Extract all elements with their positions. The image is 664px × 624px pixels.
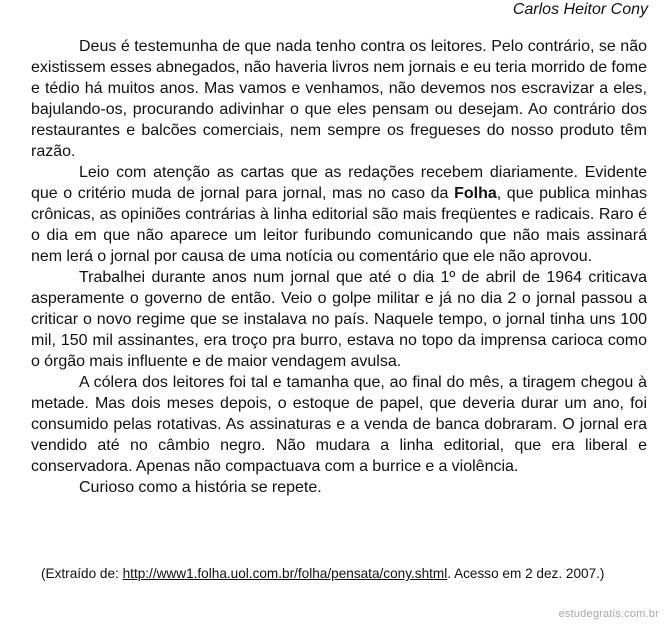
paragraph-2-start: Leio com atenção as cartas que as redações recebem diariamente. Evidente que o critério muda de jornal para jornal, mas no caso da	[31, 164, 647, 202]
source-suffix: . Acesso em 2 dez. 2007.)	[447, 566, 605, 581]
source-prefix: (Extraído de:	[41, 566, 123, 581]
author-name: Carlos Heitor Cony	[512, 1, 648, 18]
paragraph-2-end: , que publica minhas crônicas, as opiniões contrárias à linha editorial são mais freqüentes e radicais. Raro é o dia em que não aparece um leitor furibundo comunicando que não mais assinará nem lerá o jornal por causa de uma notícia ou comentário que ele não aprovou.	[31, 185, 647, 265]
source-link[interactable]: http://www1.folha.uol.com.br/folha/pensata/cony.shtml	[122, 566, 448, 581]
watermark: estudegratis.com.br	[558, 608, 659, 620]
paragraph-1: Deus é testemunha de que nada tenho contra os leitores. Pelo contrário, se não existissem esses abnegados, não haveria livros nem jornais e eu teria morrido de fome e tédio há muitos anos. Mas vamos e venhamos, não devemos nos escravizar a eles, bajulando-os, procurando adivinhar o que eles pensam ou desejam. Ao contrário dos restaurantes e balcões comerciais, nem sempre os fregueses do nosso produto têm razão.	[31, 38, 647, 160]
paragraph-3: Trabalhei durante anos num jornal que até o dia 1º de abril de 1964 criticava asperamente o governo de então. Veio o golpe militar e já no dia 2 o jornal passou a criticar o novo regime que se instalava no país. Naquele tempo, o jornal tinha uns 100 mil, 150 mil assinantes, era troço pra burro, estava no topo da imprensa carioca como o órgão mais influente e de maior vendagem avulsa.	[31, 269, 647, 370]
article-body	[31, 36, 647, 498]
paragraph-4: A cólera dos leitores foi tal e tamanha que, ao final do mês, a tiragem chegou à metade. Mas dois meses depois, o estoque de papel, que deveria durar um ano, foi consumido pelas rotativas. As assinaturas e a venda de banca dobraram. O jornal era vendido até no câmbio negro. Não mudara a linha editorial, que era liberal e conservadora. Apenas não compactuava com a burrice e a violência.	[31, 374, 647, 475]
paragraph-5: Curioso como a história se repete.	[79, 479, 322, 496]
paragraph-2	[31, 162, 647, 267]
folha-bold: Folha	[454, 185, 497, 202]
source-citation	[41, 565, 653, 583]
